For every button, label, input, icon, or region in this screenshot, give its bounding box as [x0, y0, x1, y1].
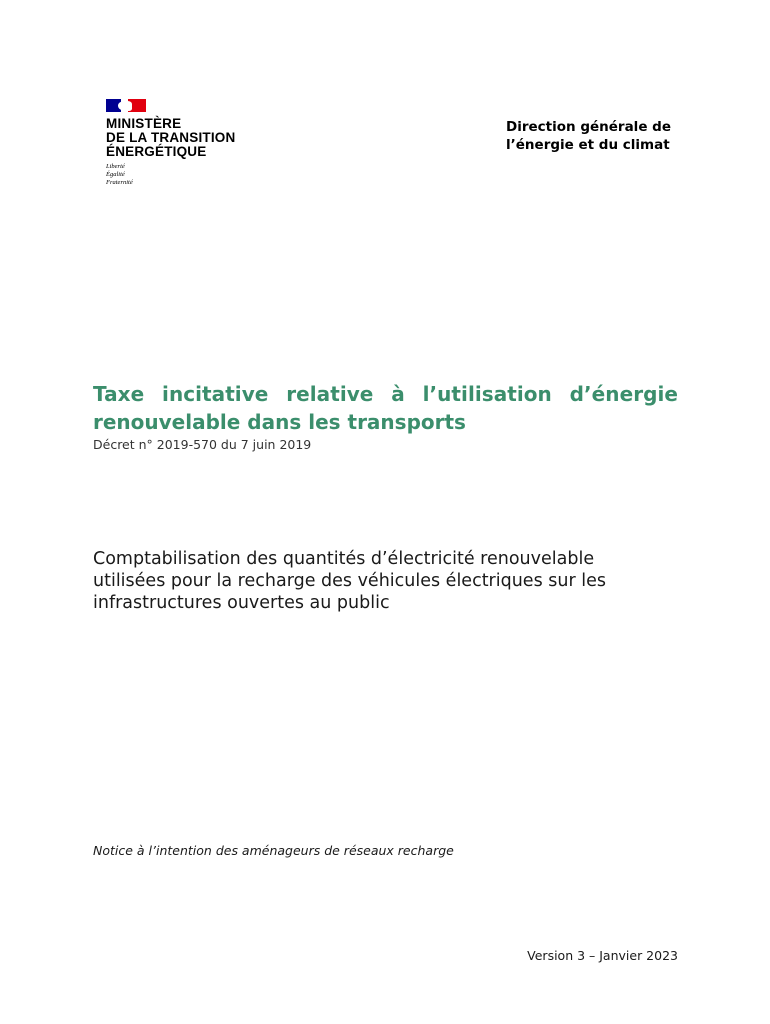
motto-line: Fraternité	[106, 179, 133, 186]
decree-reference: Décret n° 2019-570 du 7 juin 2019	[93, 437, 312, 452]
document-title	[93, 380, 678, 436]
subtitle-line: utilisées pour la recharge des véhicules électriques sur les	[93, 571, 606, 591]
title-line: renouvelable dans les transports	[93, 410, 466, 434]
directorate-line: Direction générale de	[506, 119, 671, 135]
subtitle-line: infrastructures ouvertes au public	[93, 593, 390, 613]
motto-line: Liberté	[106, 163, 125, 170]
directorate-line: l’énergie et du climat	[506, 137, 670, 153]
ministry-logo	[106, 99, 276, 187]
motto-line: Égalité	[106, 171, 125, 178]
notice-audience: Notice à l’intention des aménageurs de réseaux recharge	[93, 843, 454, 858]
french-flag-icon	[106, 99, 146, 112]
ministry-line: ÉNERGÉTIQUE	[106, 144, 207, 159]
ministry-line: MINISTÈRE	[106, 116, 182, 131]
republic-motto	[106, 163, 276, 187]
ministry-name	[106, 117, 276, 159]
ministry-line: DE LA TRANSITION	[106, 130, 236, 145]
subtitle-line: Comptabilisation des quantités d’électricité renouvelable	[93, 549, 595, 569]
document-subtitle	[93, 548, 653, 614]
title-line: Taxe incitative relative à l’utilisation d’énergie	[93, 382, 678, 406]
version-label: Version 3 – Janvier 2023	[527, 948, 678, 963]
marianne-icon	[118, 101, 132, 111]
directorate-name	[506, 118, 671, 154]
